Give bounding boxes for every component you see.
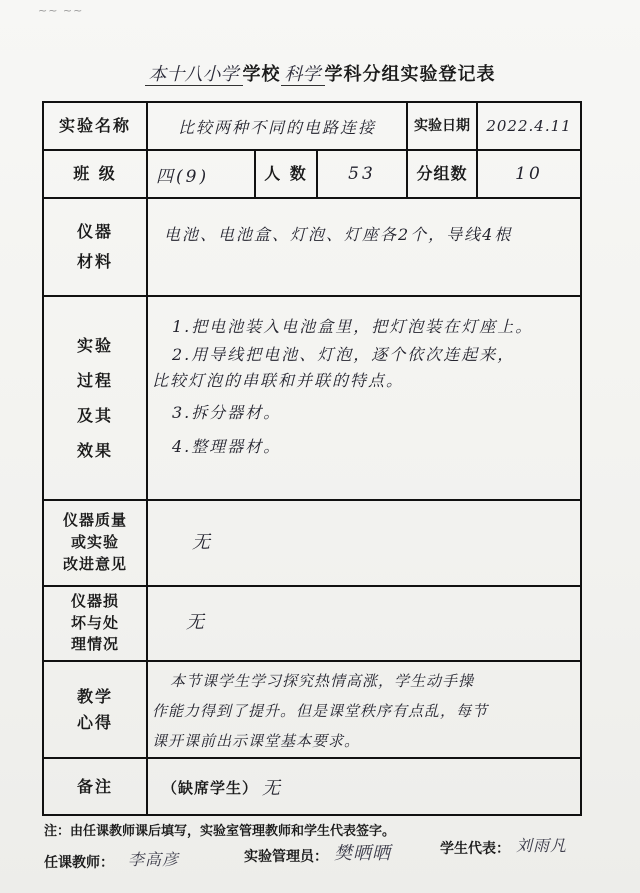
remarks-printed: （缺席学生）: [162, 778, 259, 797]
school-name-handwritten: 本十八小学: [145, 64, 243, 86]
instruments-label: 仪器 材料: [76, 221, 113, 271]
experiment-name-value: 比较两种不同的电路连接: [177, 117, 376, 137]
reflection-line-1: 本节课学生学习探究热情高涨，学生动手操: [170, 672, 475, 690]
process-step-3: 3.拆分器材。: [172, 403, 282, 422]
instruments-value: 电池、电池盒、灯泡、灯座各2个，导线4根: [164, 225, 513, 244]
experiment-name-label: 实验名称: [58, 115, 131, 135]
reflection-label: 教学 心得: [76, 686, 113, 732]
damage-value: 无: [186, 612, 206, 633]
group-count-label: 分组数: [416, 163, 468, 183]
form-table: [42, 101, 582, 816]
title-middle: 学校: [242, 64, 281, 85]
subject-handwritten: 科学: [281, 64, 325, 86]
head-count-label: 人 数: [264, 163, 308, 183]
student-rep-signature: 刘雨凡: [516, 836, 568, 855]
reflection-line-3: 课开课前出示课堂基本要求。: [152, 732, 361, 750]
head-count-value: 53: [348, 164, 376, 184]
reflection-line-2: 作能力得到了提升。但是课堂秩序有点乱，每节: [152, 702, 489, 720]
damage-label: 仪器损 坏与处 理情况: [70, 591, 119, 654]
process-label: 实验 过程 及其 效果: [76, 335, 113, 461]
process-step-2-cont: 比较灯泡的串联和并联的特点。: [152, 371, 405, 390]
class-value: 四(9): [156, 166, 210, 187]
process-step-2: 2.用导线把电池、灯泡，逐个依次连起来，: [172, 345, 516, 364]
form-title: [0, 60, 640, 86]
process-step-1: 1.把电池装入电池盒里，把灯泡装在灯座上。: [172, 317, 534, 336]
quality-value: 无: [192, 532, 212, 553]
class-label: 班 级: [73, 163, 117, 183]
remarks-value: [148, 759, 580, 815]
lab-admin-signature: 樊晒晒: [334, 843, 391, 864]
top-mark: ~~ ~~: [38, 4, 84, 17]
teacher-signature: 李高彦: [128, 850, 180, 869]
experiment-date-value: 2022.4.11: [486, 117, 572, 135]
experiment-date-label: 实验日期: [414, 117, 470, 134]
student-rep-label: 学生代表：: [440, 841, 510, 857]
footer-note: 注：由任课教师课后填写，实验室管理教师和学生代表签字。: [44, 824, 396, 839]
title-suffix: 学科分组实验登记表: [324, 64, 496, 85]
remarks-label: 备注: [76, 776, 113, 796]
remarks-handwritten: 无: [262, 778, 281, 799]
lab-admin-label: 实验管理员：: [244, 849, 328, 865]
group-count-value: 10: [515, 164, 543, 184]
process-step-4: 4.整理器材。: [172, 437, 282, 456]
quality-label: 仪器质量 或实验 改进意见: [62, 511, 127, 573]
teacher-label: 任课教师：: [44, 855, 114, 871]
